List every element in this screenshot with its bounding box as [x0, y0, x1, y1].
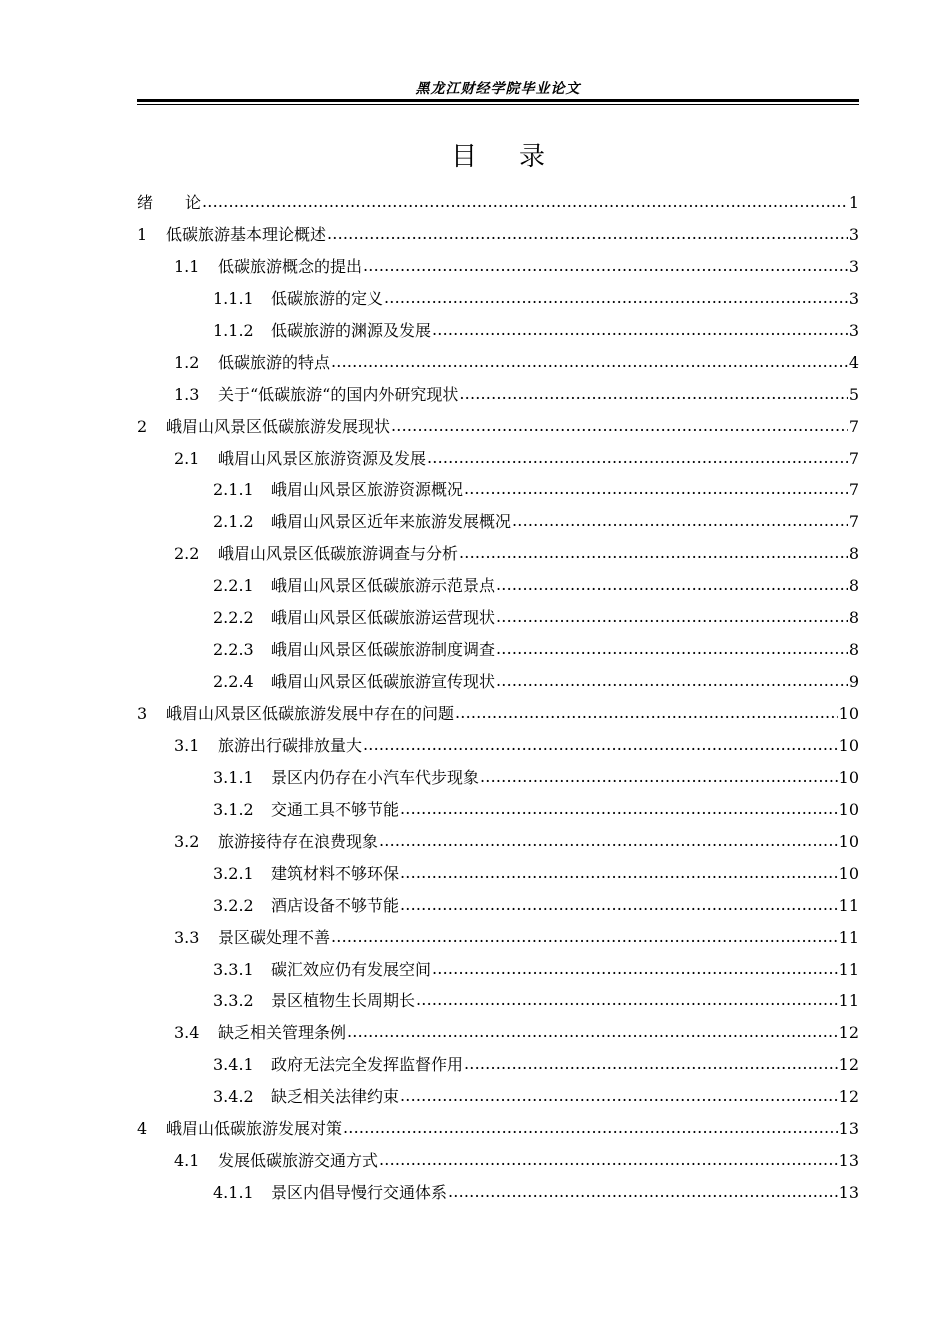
toc-entry-page-number: 10: [838, 735, 859, 755]
toc-entry-title: 峨眉山风景区低碳旅游示范景点: [271, 576, 496, 596]
toc-dot-leader: [400, 863, 838, 882]
toc-entry-title: 低碳旅游的定义: [271, 288, 384, 308]
toc-entry-title: 缺乏相关管理条例: [218, 1023, 347, 1043]
toc-entry-page-number: 10: [838, 831, 859, 851]
toc-entry-page-number: 8: [848, 576, 859, 596]
toc-entry-page-number: 3: [848, 288, 859, 308]
toc-entry-page-number: 9: [848, 672, 859, 692]
toc-entry-number: 2.1.2: [213, 512, 254, 532]
toc-dot-leader: [496, 671, 848, 690]
toc-entry-number: 2.2.2: [213, 608, 254, 628]
toc-dot-leader: [384, 288, 848, 307]
toc-entry[interactable]: [137, 765, 859, 797]
toc-entry[interactable]: [137, 988, 859, 1020]
toc-entry-page-number: 10: [838, 863, 859, 883]
toc-list: [137, 190, 859, 1212]
toc-entry-title: 峨眉山风景区低碳旅游运营现状: [271, 608, 496, 628]
toc-entry-number: 1.1: [174, 256, 200, 276]
toc-entry-number: 4.1: [174, 1151, 200, 1171]
toc-entry-number: 2.2: [174, 544, 200, 564]
toc-entry-title: 酒店设备不够节能: [271, 895, 400, 915]
toc-entry-page-number: 7: [848, 512, 859, 532]
toc-entry-title: 景区碳处理不善: [218, 927, 331, 947]
toc-entry-page-number: 4: [848, 352, 859, 372]
toc-dot-leader: [331, 927, 838, 946]
toc-dot-leader: [400, 799, 838, 818]
toc-entry-page-number: 8: [848, 640, 859, 660]
toc-entry-page-number: 7: [848, 480, 859, 500]
toc-entry-title: 峨眉山风景区近年来旅游发展概况: [271, 512, 512, 532]
toc-dot-leader: [363, 735, 838, 754]
toc-entry-number: 3.1.2: [213, 799, 254, 819]
toc-entry[interactable]: [137, 669, 859, 701]
toc-entry[interactable]: [137, 605, 859, 637]
toc-dot-leader: [464, 1054, 838, 1073]
toc-entry-number: 1.1.1: [213, 288, 254, 308]
toc-entry-title: 旅游出行碳排放量大: [218, 735, 363, 755]
toc-entry[interactable]: [137, 797, 859, 829]
toc-entry-title: 峨眉山风景区低碳旅游调查与分析: [218, 544, 459, 564]
toc-entry-number: 3.3.2: [213, 991, 254, 1011]
toc-entry[interactable]: [137, 350, 859, 382]
toc-entry-page-number: 10: [838, 767, 859, 787]
toc-dot-leader: [464, 479, 848, 498]
toc-entry-title: 峨眉山低碳旅游发展对策: [166, 1119, 343, 1139]
toc-entry[interactable]: [137, 1180, 859, 1212]
toc-entry-page-number: 3: [848, 224, 859, 244]
toc-entry-number: 2.2.4: [213, 672, 254, 692]
toc-entry[interactable]: [137, 861, 859, 893]
toc-entry-title: 发展低碳旅游交通方式: [218, 1151, 379, 1171]
toc-entry[interactable]: [137, 1148, 859, 1180]
toc-dot-leader: [416, 990, 838, 1009]
toc-entry[interactable]: [137, 414, 859, 446]
toc-entry-number: 1.3: [174, 384, 200, 404]
toc-entry-number: 2: [137, 416, 148, 436]
toc-entry[interactable]: [137, 829, 859, 861]
toc-entry-number: 3.2: [174, 831, 200, 851]
toc-entry[interactable]: [137, 701, 859, 733]
toc-dot-leader: [432, 959, 838, 978]
toc-entry-number: 4: [137, 1119, 148, 1139]
toc-entry-title: 峨眉山风景区旅游资源概况: [271, 480, 464, 500]
toc-dot-leader: [400, 895, 838, 914]
toc-entry[interactable]: [137, 286, 859, 318]
toc-entry-title: 峨眉山风景区低碳旅游发展现状: [166, 416, 391, 436]
toc-entry-number: 1: [137, 224, 148, 244]
toc-entry-page-number: 12: [838, 1055, 859, 1075]
toc-entry-title: 绪 论: [137, 193, 202, 212]
toc-entry[interactable]: [137, 925, 859, 957]
toc-dot-leader: [459, 543, 848, 562]
toc-entry-page-number: 5: [848, 384, 859, 404]
toc-entry[interactable]: [137, 1084, 859, 1116]
toc-entry-number: 2.1: [174, 448, 200, 468]
toc-entry-page-number: 3: [848, 256, 859, 276]
page-header-title: 黑龙江财经学院毕业论文: [415, 81, 581, 97]
toc-entry[interactable]: [137, 1052, 859, 1084]
toc-entry-title: 峨眉山风景区低碳旅游制度调查: [271, 640, 496, 660]
toc-entry-page-number: 1: [848, 193, 859, 212]
header-rule-thin: [137, 104, 859, 105]
header-rule-thick: [137, 99, 859, 102]
toc-entry-page-number: 11: [838, 927, 859, 947]
toc-entry-number: 3.4.2: [213, 1087, 254, 1107]
toc-entry[interactable]: [137, 222, 859, 254]
toc-entry-number: 1.1.2: [213, 320, 254, 340]
toc-entry-number: 2.2.1: [213, 576, 254, 596]
toc-entry-page-number: 11: [838, 895, 859, 915]
toc-entry-number: 4.1.1: [213, 1183, 254, 1203]
toc-entry-title: 低碳旅游概念的提出: [218, 256, 363, 276]
toc-dot-leader: [496, 607, 848, 626]
toc-entry-page-number: 12: [838, 1087, 859, 1107]
toc-entry-page-number: 12: [838, 1023, 859, 1043]
toc-entry-page-number: 11: [838, 991, 859, 1011]
toc-entry[interactable]: [137, 254, 859, 286]
toc-entry-title: 峨眉山风景区低碳旅游宣传现状: [271, 672, 496, 692]
toc-dot-leader: [331, 352, 848, 371]
toc-entry[interactable]: [137, 446, 859, 478]
toc-entry-number: 3.2.1: [213, 863, 254, 883]
toc-entry[interactable]: [137, 957, 859, 989]
toc-entry-number: 3.3.1: [213, 959, 254, 979]
toc-entry-number: 3: [137, 704, 148, 723]
toc-entry-title: 低碳旅游的渊源及发展: [271, 320, 432, 340]
toc-dot-leader: [512, 511, 848, 530]
toc-entry[interactable]: [137, 1116, 859, 1148]
toc-entry-number: 3.3: [174, 927, 200, 947]
toc-entry-title: 交通工具不够节能: [271, 799, 400, 819]
toc-entry-title: 峨眉山风景区低碳旅游发展中存在的问题: [166, 704, 455, 723]
toc-entry-title: 低碳旅游基本理论概述: [166, 224, 327, 244]
toc-dot-leader: [379, 831, 838, 850]
toc-entry-page-number: 13: [838, 1119, 859, 1139]
toc-entry[interactable]: [137, 477, 859, 509]
toc-entry-page-number: 10: [838, 704, 859, 723]
toc-entry-title: 景区内仍存在小汽车代步现象: [271, 767, 480, 787]
toc-entry-page-number: 13: [838, 1151, 859, 1171]
toc-entry-title: 峨眉山风景区旅游资源及发展: [218, 448, 427, 468]
toc-dot-leader: [400, 1086, 838, 1105]
toc-entry-title: 政府无法完全发挥监督作用: [271, 1055, 464, 1075]
toc-entry-page-number: 8: [848, 544, 859, 564]
toc-entry-number: 2.1.1: [213, 480, 254, 500]
toc-dot-leader: [427, 448, 848, 467]
toc-entry-page-number: 13: [838, 1183, 859, 1203]
toc-dot-leader: [455, 703, 838, 722]
toc-entry-page-number: 3: [848, 320, 859, 340]
toc-entry-page-number: 11: [838, 959, 859, 979]
toc-entry[interactable]: [137, 573, 859, 605]
toc-dot-leader: [480, 767, 838, 786]
toc-entry-number: 3.1: [174, 735, 200, 755]
toc-entry-number: 3.4.1: [213, 1055, 254, 1075]
toc-entry[interactable]: [137, 733, 859, 765]
toc-dot-leader: [202, 192, 848, 211]
toc-entry-title: 碳汇效应仍有发展空间: [271, 959, 432, 979]
toc-entry[interactable]: [137, 190, 859, 222]
toc-entry-page-number: 7: [848, 416, 859, 436]
toc-entry-number: 2.2.3: [213, 640, 254, 660]
toc-entry[interactable]: [137, 1020, 859, 1052]
toc-entry-title: 景区植物生长周期长: [271, 991, 416, 1011]
toc-dot-leader: [327, 224, 848, 243]
toc-dot-leader: [496, 575, 848, 594]
toc-entry[interactable]: [137, 382, 859, 414]
toc-dot-leader: [432, 320, 848, 339]
toc-dot-leader: [496, 639, 848, 658]
toc-entry-title: 关于“低碳旅游“的国内外研究现状: [218, 384, 459, 404]
toc-entry[interactable]: [137, 509, 859, 541]
toc-entry-page-number: 7: [848, 448, 859, 468]
toc-entry[interactable]: [137, 541, 859, 573]
toc-entry[interactable]: [137, 893, 859, 925]
toc-entry[interactable]: [137, 637, 859, 669]
toc-heading: 目录: [450, 142, 587, 172]
toc-dot-leader: [448, 1182, 838, 1201]
toc-dot-leader: [459, 384, 847, 403]
toc-entry-page-number: 10: [838, 799, 859, 819]
toc-dot-leader: [363, 256, 848, 275]
toc-entry[interactable]: [137, 318, 859, 350]
toc-dot-leader: [347, 1022, 838, 1041]
toc-entry-page-number: 8: [848, 608, 859, 628]
toc-entry-title: 景区内倡导慢行交通体系: [271, 1183, 448, 1203]
toc-dot-leader: [343, 1118, 838, 1137]
toc-entry-title: 建筑材料不够环保: [271, 863, 400, 883]
toc-entry-title: 旅游接待存在浪费现象: [218, 831, 379, 851]
toc-dot-leader: [379, 1150, 838, 1169]
toc-dot-leader: [391, 416, 848, 435]
toc-entry-title: 缺乏相关法律约束: [271, 1087, 400, 1107]
toc-entry-number: 3.1.1: [213, 767, 254, 787]
toc-entry-title: 低碳旅游的特点: [218, 352, 331, 372]
toc-entry-number: 1.2: [174, 352, 200, 372]
toc-entry-number: 3.2.2: [213, 895, 254, 915]
toc-entry-number: 3.4: [174, 1023, 200, 1043]
